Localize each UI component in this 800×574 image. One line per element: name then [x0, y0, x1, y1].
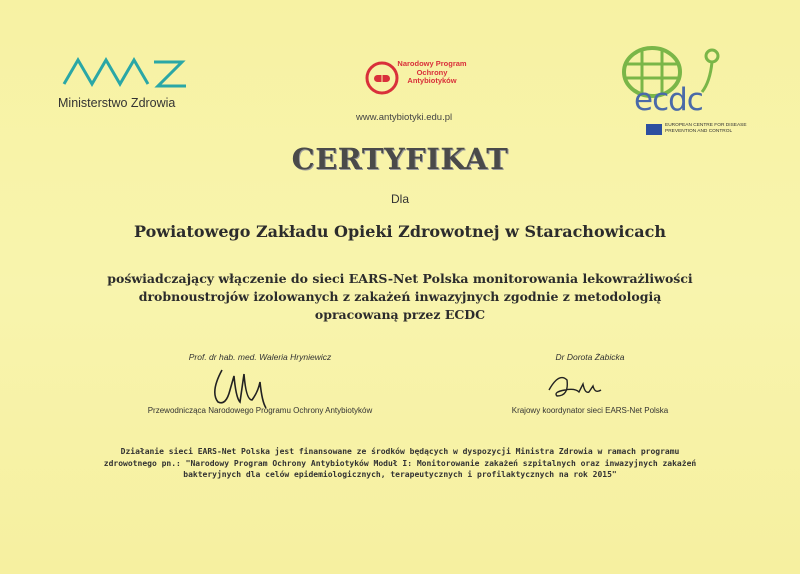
ecdc-description: EUROPEAN CENTRE FOR DISEASE PREVENTION AND CONTROL: [665, 123, 747, 134]
certificate-statement: [90, 270, 710, 324]
statement-line-2: drobnoustrojów izolowanych z zakażeń inwazyjnych zgodnie z metodologią: [138, 289, 662, 304]
eu-flag-icon: [646, 124, 662, 135]
ministry-of-health-label: Ministerstwo Zdrowia: [58, 96, 176, 110]
certificate-title: CERTYFIKAT: [291, 142, 509, 176]
funding-note-line-2: zdrowotnego pn.: "Narodowy Program Ochrony Antybiotyków Moduł I: Monitorowanie zakażeń szpitalnych oraz inwazyjnych zakażeń: [103, 458, 697, 468]
right-signatory-role: Krajowy koordynator sieci EARS-Net Polska: [511, 406, 669, 415]
left-signature-icon: [200, 362, 290, 410]
funding-note-line-1: Działanie sieci EARS-Net Polska jest finansowane ze środków będących w dyspozycji Ministra Zdrowia w ramach programu: [120, 447, 680, 456]
statement-line-1: poświadczający włączenie do sieci EARS-Net Polska monitorowania lekowrażliwości: [107, 271, 693, 286]
left-signatory-name: Prof. dr hab. med. Waleria Hryniewicz: [188, 352, 332, 362]
right-signatory-name: Dr Dorota Żabicka: [555, 352, 625, 362]
for-label: Dla: [390, 192, 409, 206]
left-signatory-role: Przewodnicząca Narodowego Programu Ochrony Antybiotyków: [147, 406, 373, 415]
ecdc-logo-wordmark: ecdc: [634, 82, 703, 118]
right-signature-icon: [545, 370, 605, 402]
npoa-logo-text: Narodowy Program Ochrony Antybiotyków: [397, 59, 467, 85]
statement-line-3: opracowaną przez ECDC: [314, 307, 486, 322]
npoa-website-link[interactable]: www.antybiotyki.edu.pl: [356, 112, 453, 123]
funding-note: [80, 446, 720, 481]
funding-note-line-3: bakteryjnych dla celów epidemiologicznych, terapeutycznych i profilaktycznych na rok 2015": [183, 470, 617, 479]
recipient-name: Powiatowego Zakładu Opieki Zdrowotnej w Starachowicach: [134, 222, 666, 241]
